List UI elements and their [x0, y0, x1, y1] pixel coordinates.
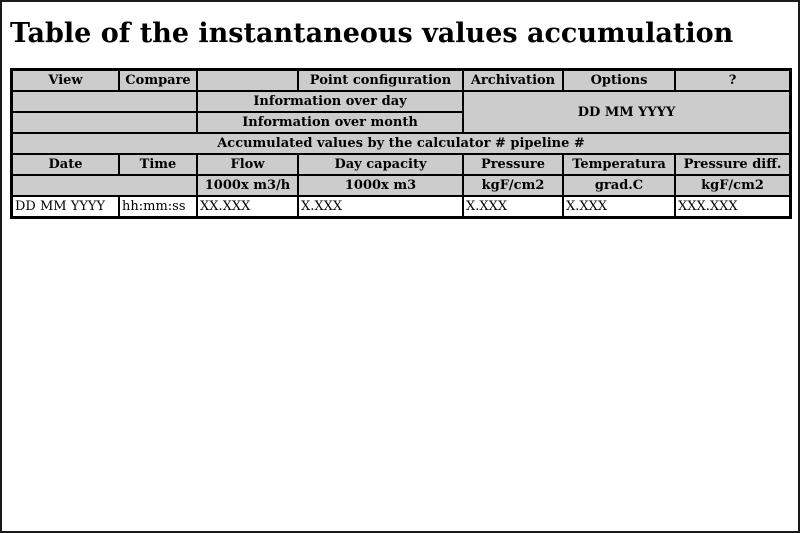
units-row	[12, 175, 790, 196]
col-date: Date	[12, 154, 119, 175]
cell-temperatura: X.XXX	[563, 196, 675, 217]
unit-day-capacity: 1000x m3	[298, 175, 463, 196]
column-header-row	[12, 154, 790, 175]
menu-compare[interactable]: Compare	[119, 70, 197, 91]
unit-temperatura: grad.C	[563, 175, 675, 196]
units-blank-cell	[12, 175, 197, 196]
section-title: Accumulated values by the calculator # pipeline #	[12, 133, 790, 154]
col-pressure: Pressure	[463, 154, 563, 175]
cell-pressure: X.XXX	[463, 196, 563, 217]
info-day-link[interactable]: Information over day	[197, 91, 463, 112]
unit-pressure: kgF/cm2	[463, 175, 563, 196]
info-blank-cell	[12, 91, 197, 112]
cell-pressure-diff: XXX.XXX	[675, 196, 790, 217]
menu-point-configuration[interactable]: Point configuration	[298, 70, 463, 91]
col-flow: Flow	[197, 154, 298, 175]
section-title-row	[12, 133, 790, 154]
page-title: Table of the instantaneous values accumulation	[10, 18, 734, 49]
col-pressure-diff: Pressure diff.	[675, 154, 790, 175]
menu-archivation[interactable]: Archivation	[463, 70, 563, 91]
cell-date: DD MM YYYY	[12, 196, 119, 217]
info-blank-cell-2	[12, 112, 197, 133]
info-month-link[interactable]: Information over month	[197, 112, 463, 133]
table-row	[12, 196, 790, 217]
col-day-capacity: Day capacity	[298, 154, 463, 175]
page-frame	[2, 2, 798, 531]
current-date: DD MM YYYY	[463, 91, 790, 133]
menu-view[interactable]: View	[12, 70, 119, 91]
cell-day-capacity: X.XXX	[298, 196, 463, 217]
accumulation-table	[10, 68, 792, 219]
info-row-day	[12, 91, 790, 112]
col-time: Time	[119, 154, 197, 175]
col-temperatura: Temperatura	[563, 154, 675, 175]
unit-flow: 1000x m3/h	[197, 175, 298, 196]
menu-help[interactable]: ?	[675, 70, 790, 91]
menu-row	[12, 70, 790, 91]
menu-blank	[197, 70, 298, 91]
unit-pressure-diff: kgF/cm2	[675, 175, 790, 196]
cell-time: hh:mm:ss	[119, 196, 197, 217]
menu-options[interactable]: Options	[563, 70, 675, 91]
cell-flow: XX.XXX	[197, 196, 298, 217]
